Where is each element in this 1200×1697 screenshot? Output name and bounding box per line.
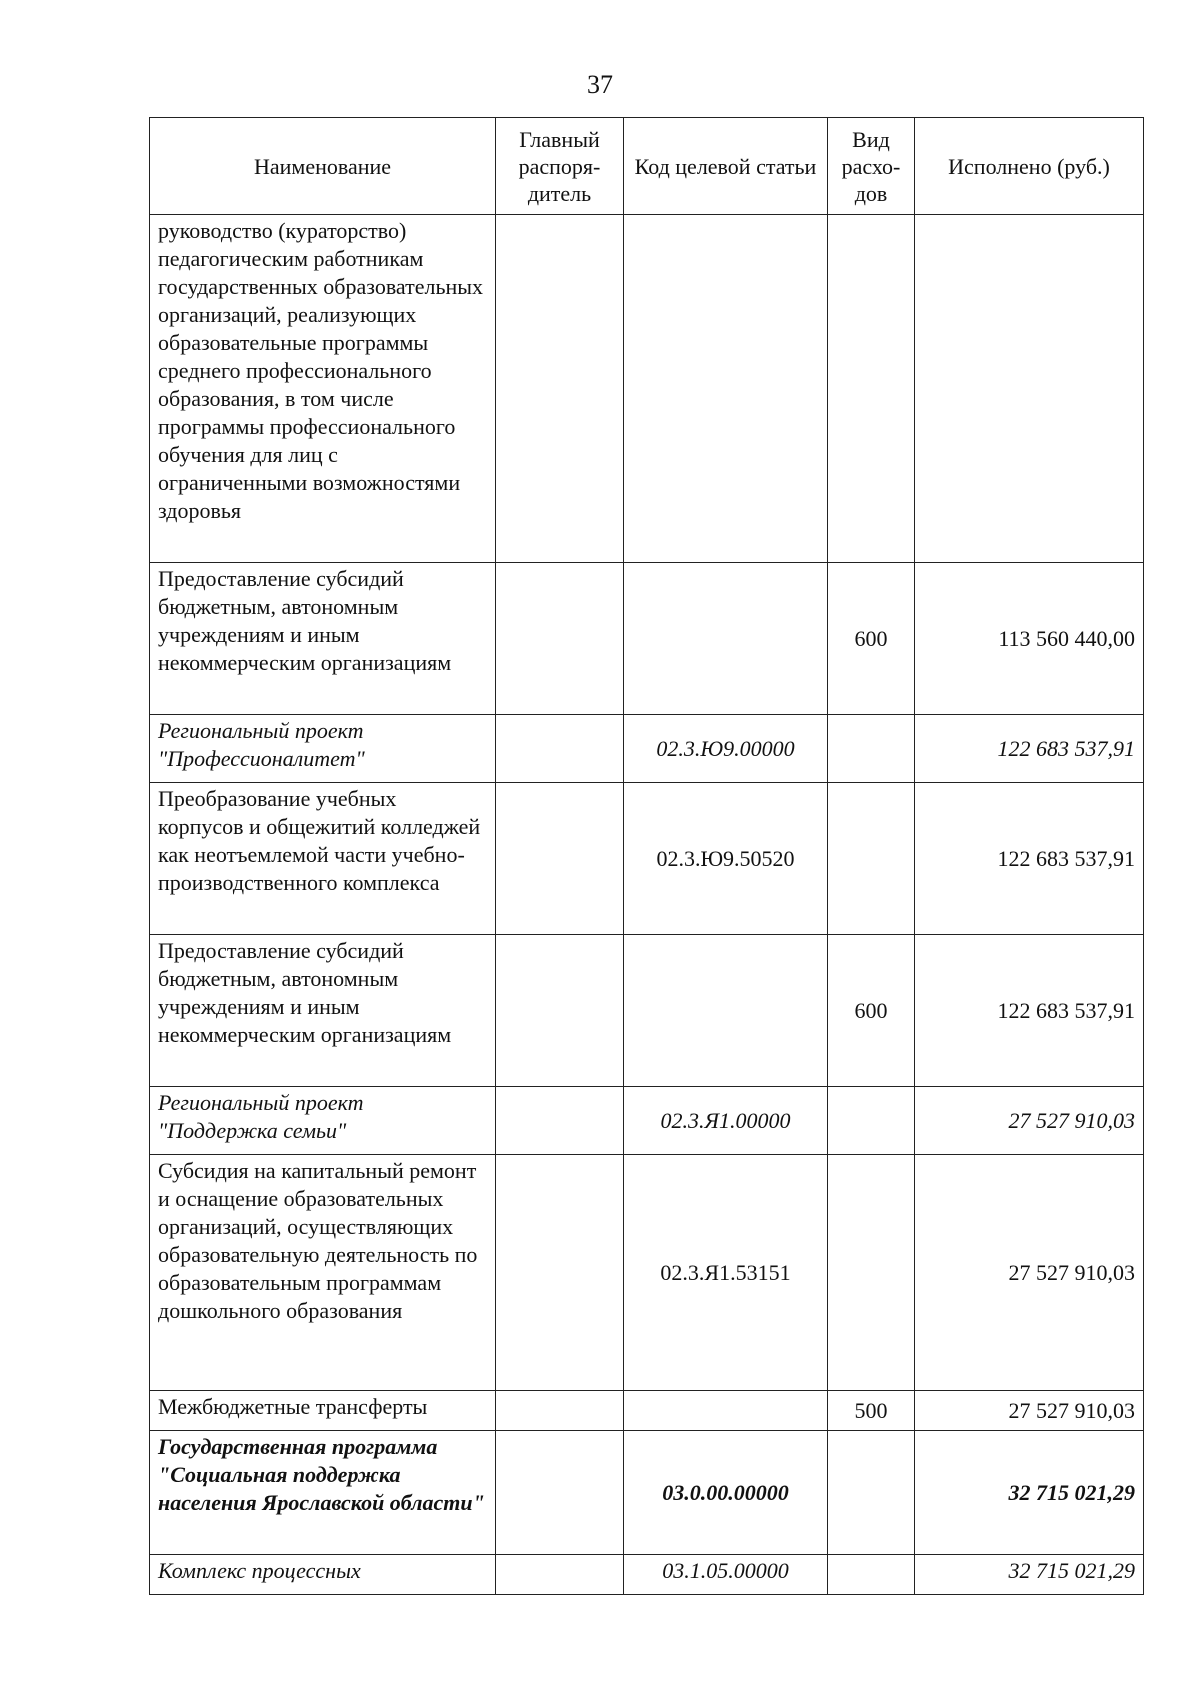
cell-name: Субсидия на капитальный ремонт и оснащение образовательных организаций, осуществляющих образовательную деятельность по образовательным программам дошкольного образования: [150, 1155, 496, 1391]
cell-manager: [496, 1087, 624, 1155]
cell-executed: 32 715 021,29: [915, 1555, 1144, 1595]
cell-executed: 122 683 537,91: [915, 935, 1144, 1087]
cell-executed: [915, 215, 1144, 563]
cell-manager: [496, 783, 624, 935]
cell-type: 600: [828, 563, 915, 715]
table-row: [150, 783, 1144, 935]
cell-name: Предоставление субсидий бюджетным, автономным учреждениям и иным некоммерческим организациям: [150, 563, 496, 715]
cell-type: [828, 215, 915, 563]
page-number: 37: [587, 70, 613, 99]
cell-executed: 27 527 910,03: [915, 1391, 1144, 1431]
table-row: [150, 1155, 1144, 1391]
cell-executed: 113 560 440,00: [915, 563, 1144, 715]
cell-name: Комплекс процессных: [150, 1555, 496, 1595]
cell-code: 02.3.Ю9.00000: [624, 715, 828, 783]
cell-manager: [496, 1555, 624, 1595]
table-row: [150, 1391, 1144, 1431]
cell-code: [624, 215, 828, 563]
cell-type: [828, 1155, 915, 1391]
header-executed: Исполнено (руб.): [915, 118, 1144, 215]
table-row: [150, 1555, 1144, 1595]
cell-executed: 27 527 910,03: [915, 1087, 1144, 1155]
cell-code: [624, 1391, 828, 1431]
cell-type: [828, 1087, 915, 1155]
cell-name: руководство (кураторство) педагогическим работникам государственных образовательных организаций, реализующих образовательные программы среднего профессионального образования, в том числе программы профессионального обучения для лиц с ограниченными возможностями здоровья: [150, 215, 496, 563]
cell-manager: [496, 215, 624, 563]
cell-name: Преобразование учебных корпусов и общежитий колледжей как неотъемлемой части учебно-производственного комплекса: [150, 783, 496, 935]
cell-manager: [496, 935, 624, 1087]
cell-code: [624, 935, 828, 1087]
cell-type: [828, 783, 915, 935]
cell-name: Региональный проект "Поддержка семьи": [150, 1087, 496, 1155]
table-row: [150, 215, 1144, 563]
cell-executed: 122 683 537,91: [915, 715, 1144, 783]
table-row: [150, 935, 1144, 1087]
cell-manager: [496, 1155, 624, 1391]
cell-name: Региональный проект "Профессионалитет": [150, 715, 496, 783]
cell-name: Государственная программа "Социальная поддержка населения Ярославской области": [150, 1431, 496, 1555]
cell-code: 02.3.Я1.53151: [624, 1155, 828, 1391]
header-name: Наименование: [150, 118, 496, 215]
header-row: [150, 118, 1144, 215]
cell-name: Предоставление субсидий бюджетным, автономным учреждениям и иным некоммерческим организациям: [150, 935, 496, 1087]
header-code: Код целевой статьи: [624, 118, 828, 215]
cell-manager: [496, 1391, 624, 1431]
table-row: [150, 715, 1144, 783]
cell-code: 03.0.00.00000: [624, 1431, 828, 1555]
cell-code: 02.3.Ю9.50520: [624, 783, 828, 935]
table-row: [150, 1431, 1144, 1555]
header-manager: Главный распоря-дитель: [496, 118, 624, 215]
table-row: [150, 1087, 1144, 1155]
cell-type: 500: [828, 1391, 915, 1431]
cell-executed: 27 527 910,03: [915, 1155, 1144, 1391]
table-row: [150, 563, 1144, 715]
cell-name: Межбюджетные трансферты: [150, 1391, 496, 1431]
cell-type: [828, 715, 915, 783]
cell-manager: [496, 1431, 624, 1555]
header-type: Вид расхо-дов: [828, 118, 915, 215]
cell-manager: [496, 715, 624, 783]
cell-code: 02.3.Я1.00000: [624, 1087, 828, 1155]
cell-type: [828, 1431, 915, 1555]
cell-executed: 122 683 537,91: [915, 783, 1144, 935]
cell-manager: [496, 563, 624, 715]
cell-type: 600: [828, 935, 915, 1087]
cell-code: [624, 563, 828, 715]
cell-type: [828, 1555, 915, 1595]
cell-executed: 32 715 021,29: [915, 1431, 1144, 1555]
cell-code: 03.1.05.00000: [624, 1555, 828, 1595]
budget-execution-table: [149, 117, 1144, 1595]
